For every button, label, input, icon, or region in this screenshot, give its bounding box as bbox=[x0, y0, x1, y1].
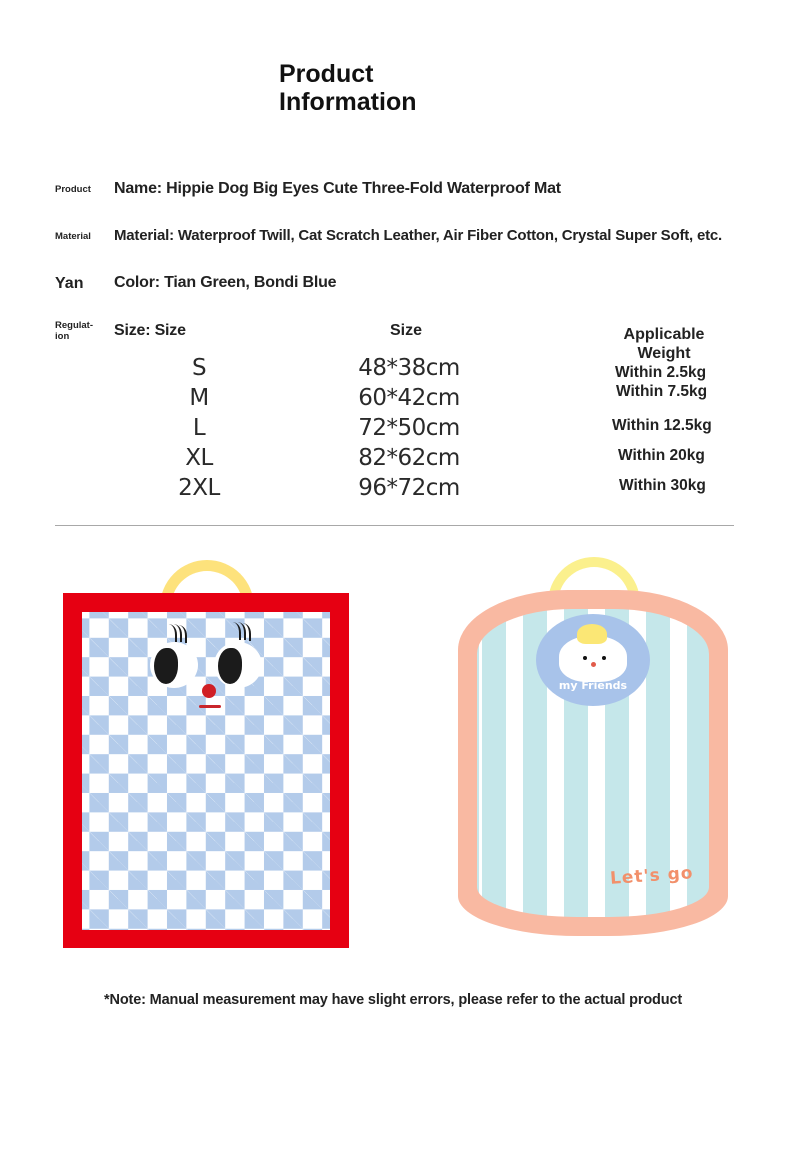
product-image-checkerboard-mat bbox=[63, 593, 349, 948]
regulation-line-2: ion bbox=[55, 331, 70, 342]
size-xl: XL bbox=[185, 445, 213, 471]
weight-header-line-1: Applicable bbox=[623, 326, 705, 343]
weight-xl: Within 20kg bbox=[618, 447, 705, 464]
dimension-xl: 82*62cm bbox=[358, 445, 460, 471]
product-name: Name: Hippie Dog Big Eyes Cute Three-Fold Waterproof Mat bbox=[114, 180, 561, 197]
right-eye-icon bbox=[214, 642, 262, 688]
dimension-list bbox=[350, 353, 468, 503]
page-title bbox=[279, 60, 417, 116]
left-pupil bbox=[154, 648, 178, 684]
dimension-m: 60*42cm bbox=[358, 385, 460, 411]
size-2xl: 2XL bbox=[178, 475, 220, 501]
weight-header-line-2: Weight bbox=[637, 345, 691, 362]
eyelash-icon bbox=[237, 623, 251, 641]
measurement-note: *Note: Manual measurement may have slight errors, please refer to the actual product bbox=[104, 992, 683, 1008]
size-label: Size: Size bbox=[114, 322, 186, 339]
row-label-product: Product bbox=[55, 184, 91, 195]
mouth-icon bbox=[199, 705, 221, 708]
weight-s: Within 2.5kg bbox=[615, 364, 707, 381]
row-label-material: Material bbox=[55, 231, 91, 242]
my-friends-badge bbox=[536, 614, 650, 706]
dimension-2xl: 96*72cm bbox=[358, 475, 460, 501]
weight-l: Within 12.5kg bbox=[612, 417, 712, 434]
row-label-regulation bbox=[55, 320, 93, 342]
regulation-line-1: Regulat- bbox=[55, 320, 93, 331]
puppy-eye-icon bbox=[602, 656, 606, 660]
yellow-hat-icon bbox=[577, 624, 607, 644]
section-divider bbox=[55, 525, 734, 526]
eyelash-icon bbox=[173, 625, 187, 643]
size-list bbox=[160, 353, 238, 503]
right-pupil bbox=[218, 648, 242, 684]
size-m: M bbox=[189, 385, 209, 411]
puppy-eye-icon bbox=[583, 656, 587, 660]
badge-text: my Friends bbox=[558, 679, 628, 692]
row-label-color: Yan bbox=[55, 275, 84, 292]
lets-go-text: Let's go bbox=[609, 863, 695, 889]
weight-column-header bbox=[600, 325, 728, 363]
size-l: L bbox=[192, 415, 206, 441]
size-s: S bbox=[191, 355, 207, 381]
dimension-s: 48*38cm bbox=[358, 355, 460, 381]
dimension-l: 72*50cm bbox=[358, 415, 460, 441]
weight-m: Within 7.5kg bbox=[616, 383, 708, 400]
title-line-2: Information bbox=[279, 88, 417, 116]
product-material: Material: Waterproof Twill, Cat Scratch Leather, Air Fiber Cotton, Crystal Super Soft, etc. bbox=[114, 227, 723, 244]
red-nose-icon bbox=[202, 684, 216, 698]
puppy-nose-icon bbox=[591, 662, 596, 667]
product-color: Color: Tian Green, Bondi Blue bbox=[114, 274, 337, 291]
left-eye-icon bbox=[150, 642, 198, 688]
checkerboard-pattern bbox=[82, 612, 330, 930]
title-line-1: Product bbox=[279, 60, 374, 88]
size-column-header: Size bbox=[390, 322, 423, 339]
weight-2xl: Within 30kg bbox=[619, 477, 706, 494]
